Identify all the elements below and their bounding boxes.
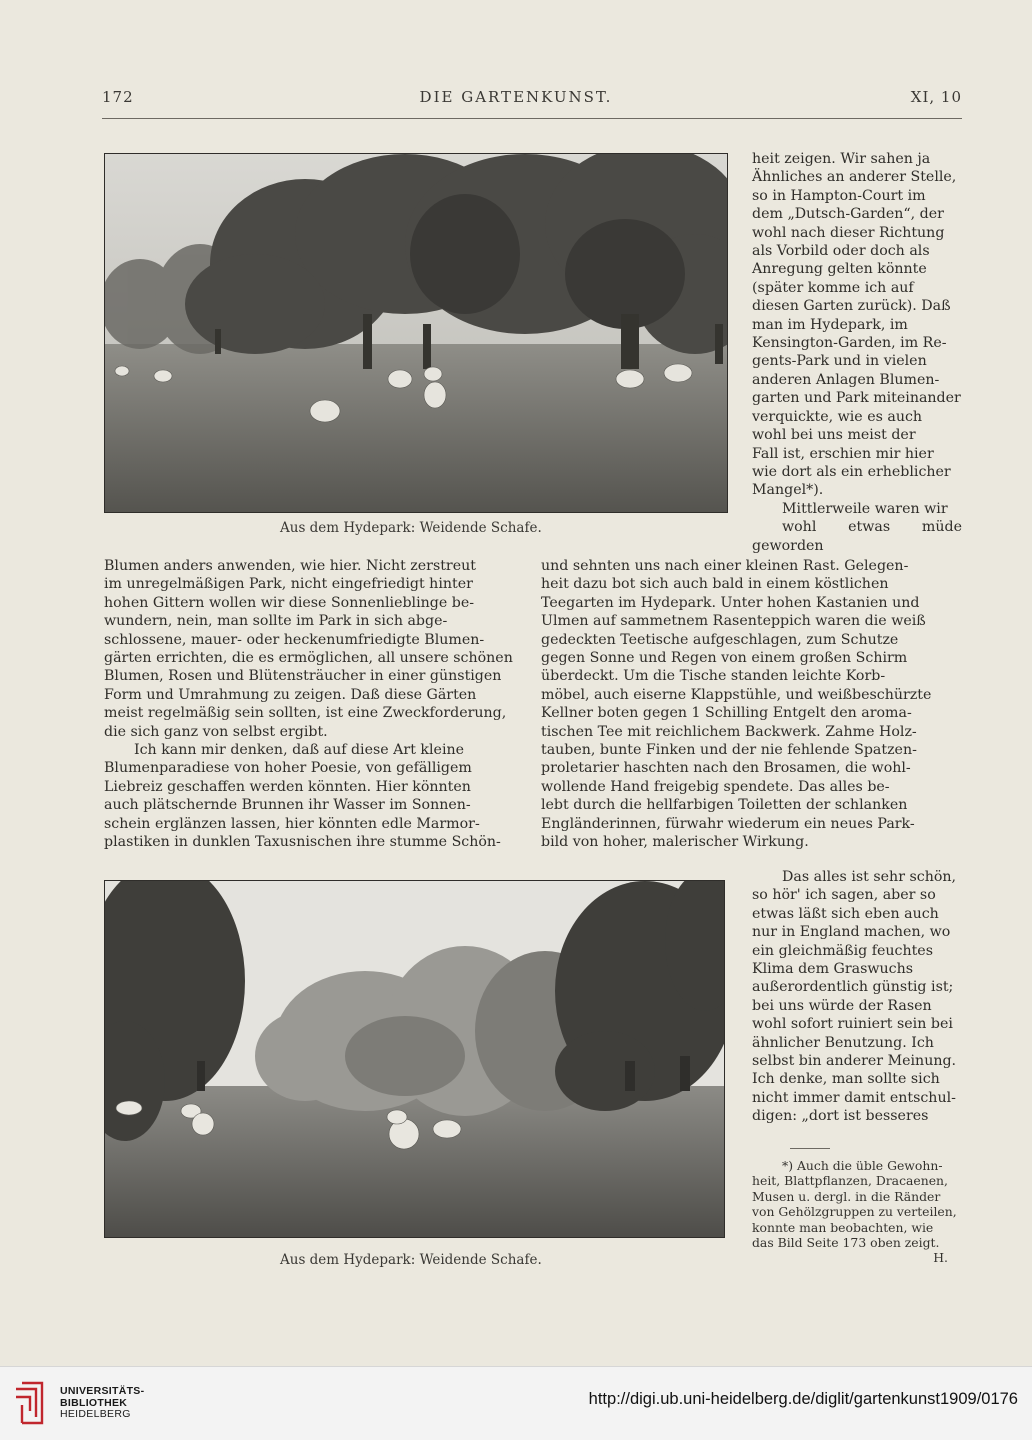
text-line: Ich denke, man sollte sich xyxy=(752,1071,940,1088)
text-line: schlossene, mauer- oder heckenumfriedigte Blumen- xyxy=(104,631,485,648)
text-line: wohl bei uns meist der xyxy=(752,427,916,444)
text-line: dem „Dutsch-Garden“, der xyxy=(752,206,944,223)
page-number: 172 xyxy=(102,88,134,106)
text-line: Kensington-Garden, im Re- xyxy=(752,335,947,352)
text-line: wollende Hand freigebig spendete. Das alles be- xyxy=(541,778,890,795)
text-line: meist regelmäßig sein sollten, ist eine Zweckforderung, xyxy=(104,705,507,722)
text-line: Mangel*). xyxy=(752,482,824,499)
institution-name xyxy=(60,1386,144,1421)
text-line: wundern, nein, man sollte im Park in sich abge- xyxy=(104,613,448,630)
text-line: nur in England machen, wo xyxy=(752,924,951,941)
figure-caption-1: Aus dem Hydepark: Weidende Schafe. xyxy=(280,520,542,536)
text-line: tauben, bunte Finken und der nie fehlende Spatzen- xyxy=(541,742,917,759)
text-line: gents-Park und in vielen xyxy=(752,353,927,370)
text-line: Fall ist, erschien mir hier xyxy=(752,445,934,462)
text-line: so hör' ich sagen, aber so xyxy=(752,887,936,904)
text-line: Ähnliches an anderer Stelle, xyxy=(752,169,957,186)
text-line: ein gleichmäßig feuchtes xyxy=(752,942,933,959)
text-line: Anregung gelten könnte xyxy=(752,261,927,278)
viewer-footer xyxy=(0,1366,1032,1440)
text-line: lebt durch die hellfarbigen Toiletten der schlanken xyxy=(541,797,908,814)
text-line: auch plätschernde Brunnen ihr Wasser im Sonnen- xyxy=(104,797,471,814)
institution-line: UNIVERSITÄTS- xyxy=(60,1385,145,1397)
text-line: gedeckten Teetische aufgeschlagen, zum Schutze xyxy=(541,631,899,648)
text-line: man im Hydepark, im xyxy=(752,316,908,333)
text-line: wohl nach dieser Richtung xyxy=(752,224,945,241)
text-line: außerordentlich günstig ist; xyxy=(752,979,954,996)
text-column-right-top xyxy=(752,150,962,555)
text-line: selbst bin anderer Meinung. xyxy=(752,1053,957,1070)
university-library-logo-icon[interactable] xyxy=(12,1377,52,1429)
text-line: wohl sofort ruiniert sein bei xyxy=(752,1016,953,1033)
volume-issue: XI, 10 xyxy=(910,88,962,106)
text-line: tischen Tee mit reichlichem Backwerk. Zahme Holz- xyxy=(541,723,917,740)
journal-title: DIE GARTENKUNST. xyxy=(419,88,613,106)
footnote-line: konnte man beobachten, wie xyxy=(752,1219,934,1235)
text-column-right-mid xyxy=(541,557,962,852)
text-line: digen: „dort ist besseres xyxy=(752,1108,929,1125)
text-line: Blumenparadiese von hoher Poesie, von gefälligem xyxy=(104,760,472,777)
footnote-line: Musen u. dergl. in die Ränder xyxy=(752,1188,941,1204)
text-line: Kellner boten gegen 1 Schilling Entgelt den aroma- xyxy=(541,705,912,722)
footnote-rule xyxy=(790,1148,830,1149)
text-line: Teegarten im Hydepark. Unter hohen Kastanien und xyxy=(541,594,920,611)
text-line: Ich kann mir denken, daß auf diese Art kleine xyxy=(134,742,465,759)
text-line: als Vorbild oder doch als xyxy=(752,243,930,260)
text-line: anderen Anlagen Blumen- xyxy=(752,371,940,388)
footnote-signature: H. xyxy=(933,1250,948,1266)
text-line: etwas läßt sich eben auch xyxy=(752,905,939,922)
text-line: ähnlicher Benutzung. Ich xyxy=(752,1034,934,1051)
document-url-link[interactable]: http://digi.ub.uni-heidelberg.de/diglit/gartenkunst1909/0176 xyxy=(588,1390,1018,1408)
text-line: schein erglänzen lassen, hier könnten edle Marmor- xyxy=(104,815,480,832)
text-line: bild von hoher, malerischer Wirkung. xyxy=(541,834,809,851)
footnote-line: das Bild Seite 173 oben zeigt. xyxy=(752,1235,940,1251)
text-line: Mittlerweile waren wir xyxy=(782,500,948,517)
text-column-right-bottom xyxy=(752,868,962,1126)
text-line: garten und Park miteinander xyxy=(752,390,961,407)
text-line: wie dort als ein erheblicher xyxy=(752,463,951,480)
text-line: wohl etwas müde geworden xyxy=(752,519,962,554)
text-column-left xyxy=(104,557,522,852)
text-line: und sehnten uns nach einer kleinen Rast. Gelegen- xyxy=(541,558,909,574)
text-line: plastiken in dunklen Taxusnischen ihre stumme Schön- xyxy=(104,834,501,851)
text-line: heit dazu bot sich auch bald in einem köstlichen xyxy=(541,576,889,593)
institution-line: BIBLIOTHEK xyxy=(60,1396,128,1409)
text-line: Klima dem Graswuchs xyxy=(752,961,914,978)
photo-hydepark-sheep-1 xyxy=(104,153,728,513)
text-line: Ulmen auf sammetnem Rasenteppich waren die weiß xyxy=(541,613,926,630)
text-line: verquickte, wie es auch xyxy=(752,408,923,425)
header-rule xyxy=(102,118,962,119)
text-line: möbel, auch eiserne Klappstühle, und weißbeschürzte xyxy=(541,686,932,703)
text-line: die sich ganz von selbst ergibt. xyxy=(104,723,328,740)
text-line: nicht immer damit entschul- xyxy=(752,1089,956,1106)
text-line: Liebreiz geschaffen werden könnten. Hier könnten xyxy=(104,778,471,795)
text-line: Form und Umrahmung zu zeigen. Daß diese Gärten xyxy=(104,686,477,703)
institution-line: HEIDELBERG xyxy=(60,1408,131,1421)
text-line: überdeckt. Um die Tische standen leichte Korb- xyxy=(541,668,886,685)
text-line: Blumen anders anwenden, wie hier. Nicht zerstreut xyxy=(104,558,476,574)
footnote-line: *) Auch die üble Gewohn- xyxy=(782,1158,943,1173)
text-line: gärten errichten, die es ermöglichen, all unsere schönen xyxy=(104,650,513,667)
figure-caption-2: Aus dem Hydepark: Weidende Schafe. xyxy=(280,1252,542,1268)
text-line: heit zeigen. Wir sahen ja xyxy=(752,151,931,167)
text-line: proletarier haschten nach den Brosamen, die wohl- xyxy=(541,760,911,777)
footnote-line: von Gehölzgruppen zu verteilen, xyxy=(752,1204,957,1220)
text-line: bei uns würde der Rasen xyxy=(752,997,932,1014)
photo-hydepark-sheep-2 xyxy=(104,880,725,1238)
text-line: Das alles ist sehr schön, xyxy=(782,869,957,885)
text-line: hohen Gittern wollen wir diese Sonnenlieblinge be- xyxy=(104,594,475,611)
text-line: diesen Garten zurück). Daß xyxy=(752,298,951,315)
text-line: im unregelmäßigen Park, nicht eingefriedigt hinter xyxy=(104,576,473,593)
text-line: gegen Sonne und Regen von einem großen Schirm xyxy=(541,650,908,667)
text-line: (später komme ich auf xyxy=(752,279,914,296)
footnote-line: heit, Blattpflanzen, Dracaenen, xyxy=(752,1173,948,1189)
text-line: Engländerinnen, fürwahr wiederum ein neues Park- xyxy=(541,815,915,832)
footnote xyxy=(752,1158,962,1266)
text-line: so in Hampton-Court im xyxy=(752,187,926,204)
text-line: Blumen, Rosen und Blütensträucher in einer günstigen xyxy=(104,668,502,685)
